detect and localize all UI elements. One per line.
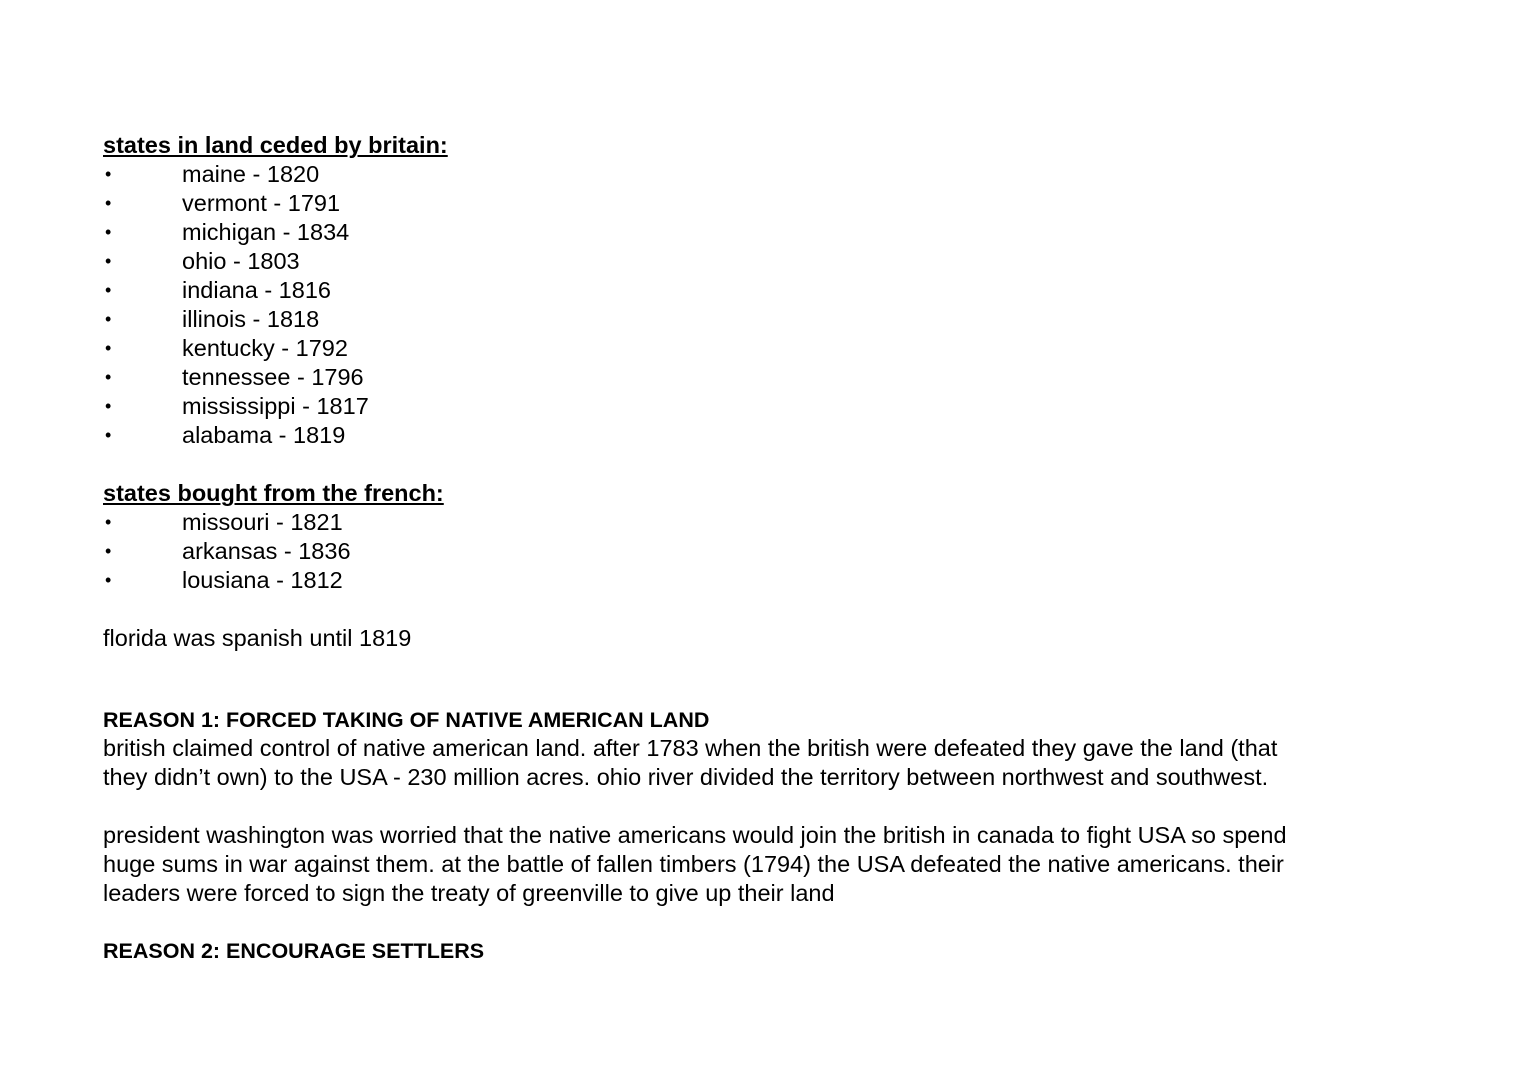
list-item-text: mississippi - 1817 <box>182 393 369 419</box>
list-item <box>103 334 1423 363</box>
list-item <box>103 247 1423 276</box>
list-item-text: lousiana - 1812 <box>182 567 343 593</box>
spacer <box>103 792 1423 821</box>
spacer <box>103 653 1423 682</box>
list-item <box>103 537 1423 566</box>
paragraph-line: they didn’t own) to the USA - 230 million acres. ohio river divided the territory between northwest and southwest. <box>103 764 1269 790</box>
spacer <box>103 595 1423 624</box>
bullet-icon: • <box>105 541 112 561</box>
list-item <box>103 189 1423 218</box>
document-page <box>103 131 1423 965</box>
paragraph-line: british claimed control of native american land. after 1783 when the british were defeated they gave the land (that <box>103 735 1278 761</box>
list-item-text: kentucky - 1792 <box>182 335 348 361</box>
section-heading-britain: states in land ceded by britain: <box>103 132 448 158</box>
bullet-icon: • <box>105 280 112 300</box>
list-item-text: indiana - 1816 <box>182 277 331 303</box>
list-item-text: missouri - 1821 <box>182 509 343 535</box>
britain-states-list <box>103 160 1423 450</box>
list-item-text: tennessee - 1796 <box>182 364 364 390</box>
paragraph-line: leaders were forced to sign the treaty of greenville to give up their land <box>103 880 835 906</box>
reason-2-title: REASON 2: ENCOURAGE SETTLERS <box>103 939 485 963</box>
reason-1-paragraph-2 <box>103 821 1423 908</box>
bullet-icon: • <box>105 570 112 590</box>
list-item <box>103 276 1423 305</box>
list-item <box>103 160 1423 189</box>
french-states-list <box>103 508 1423 595</box>
list-item <box>103 218 1423 247</box>
paragraph-line: huge sums in war against them. at the battle of fallen timbers (1794) the USA defeated the native americans. their <box>103 851 1284 877</box>
list-item-text: michigan - 1834 <box>182 219 350 245</box>
list-item <box>103 508 1423 537</box>
section-heading-french: states bought from the french: <box>103 480 444 506</box>
bullet-icon: • <box>105 425 112 445</box>
reason-1-title: REASON 1: FORCED TAKING OF NATIVE AMERICAN LAND <box>103 708 710 732</box>
bullet-icon: • <box>105 338 112 358</box>
bullet-icon: • <box>105 367 112 387</box>
list-item <box>103 566 1423 595</box>
list-item-text: ohio - 1803 <box>182 248 300 274</box>
list-item-text: vermont - 1791 <box>182 190 341 216</box>
bullet-icon: • <box>105 193 112 213</box>
florida-note: florida was spanish until 1819 <box>103 625 412 651</box>
paragraph-line: president washington was worried that the native americans would join the british in canada to fight USA so spend <box>103 822 1287 848</box>
bullet-icon: • <box>105 164 112 184</box>
spacer <box>103 682 1423 706</box>
list-item-text: alabama - 1819 <box>182 422 346 448</box>
reason-1-paragraph-1 <box>103 734 1423 792</box>
spacer <box>103 908 1423 937</box>
list-item-text: illinois - 1818 <box>182 306 320 332</box>
bullet-icon: • <box>105 396 112 416</box>
list-item-text: arkansas - 1836 <box>182 538 351 564</box>
spacer <box>103 450 1423 479</box>
bullet-icon: • <box>105 309 112 329</box>
list-item <box>103 421 1423 450</box>
bullet-icon: • <box>105 222 112 242</box>
list-item <box>103 305 1423 334</box>
list-item-text: maine - 1820 <box>182 161 320 187</box>
bullet-icon: • <box>105 512 112 532</box>
list-item <box>103 363 1423 392</box>
list-item <box>103 392 1423 421</box>
bullet-icon: • <box>105 251 112 271</box>
